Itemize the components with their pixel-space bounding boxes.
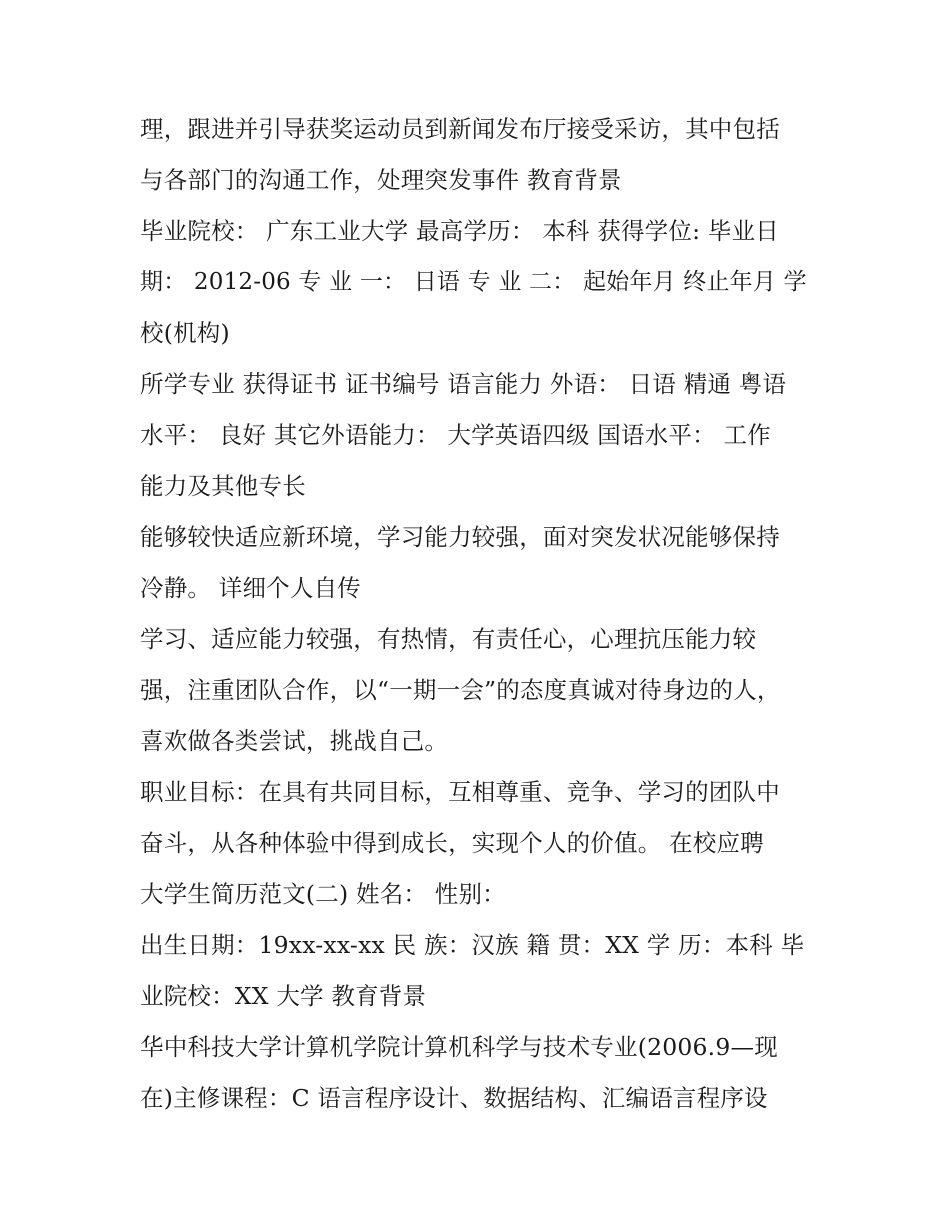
- text-line-13: 喜欢做各类尝试，挑战自己。: [140, 727, 449, 755]
- text-line-10: 冷静。 详细个人自传: [140, 574, 361, 602]
- text-line-16: 大学生简历范文(二) 姓名： 性别：: [140, 880, 506, 908]
- text-line-11: 学习、适应能力较强，有热情，有责任心，心理抗压能力较: [140, 625, 757, 653]
- text-line-8: 能力及其他专长: [140, 472, 306, 500]
- text-line-12: 强，注重团队合作，以“一期一会”的态度真诚对待身边的人，: [140, 676, 781, 704]
- text-line-1: 理，跟进并引导获奖运动员到新闻发布厅接受采访，其中包括: [140, 115, 780, 143]
- text-line-3: 毕业院校： 广东工业大学 最高学历： 本科 获得学位: 毕业日: [140, 217, 779, 245]
- text-line-6: 所学专业 获得证书 证书编号 语言能力 外语： 日语 精通 粤语: [140, 370, 787, 398]
- text-line-20: 在)主修课程：C 语言程序设计、数据结构、汇编语言程序设: [140, 1084, 768, 1112]
- text-line-15: 奋斗，从各种体验中得到成长，实现个人的价值。 在校应聘: [140, 829, 764, 857]
- text-line-5: 校(机构): [140, 319, 230, 347]
- document-body: [140, 104, 820, 1124]
- text-line-18: 业院校：XX 大学 教育背景: [140, 982, 427, 1010]
- text-line-9: 能够较快适应新环境，学习能力较强，面对突发状况能够保持: [140, 523, 780, 551]
- text-line-14: 职业目标：在具有共同目标，互相尊重、竞争、学习的团队中: [140, 778, 780, 806]
- text-line-2: 与各部门的沟通工作，处理突发事件 教育背景: [140, 166, 622, 194]
- text-line-7: 水平： 良好 其它外语能力： 大学英语四级 国语水平： 工作: [140, 421, 771, 449]
- text-line-19: 华中科技大学计算机学院计算机科学与技术专业(2006.9—现: [140, 1033, 778, 1061]
- text-line-4: 期： 2012-06 专 业 一： 日语 专 业 二： 起始年月 终止年月 学: [140, 269, 807, 295]
- text-line-17: 出生日期：19xx-xx-xx 民 族：汉族 籍 贯：XX 学 历：本科 毕: [140, 931, 805, 959]
